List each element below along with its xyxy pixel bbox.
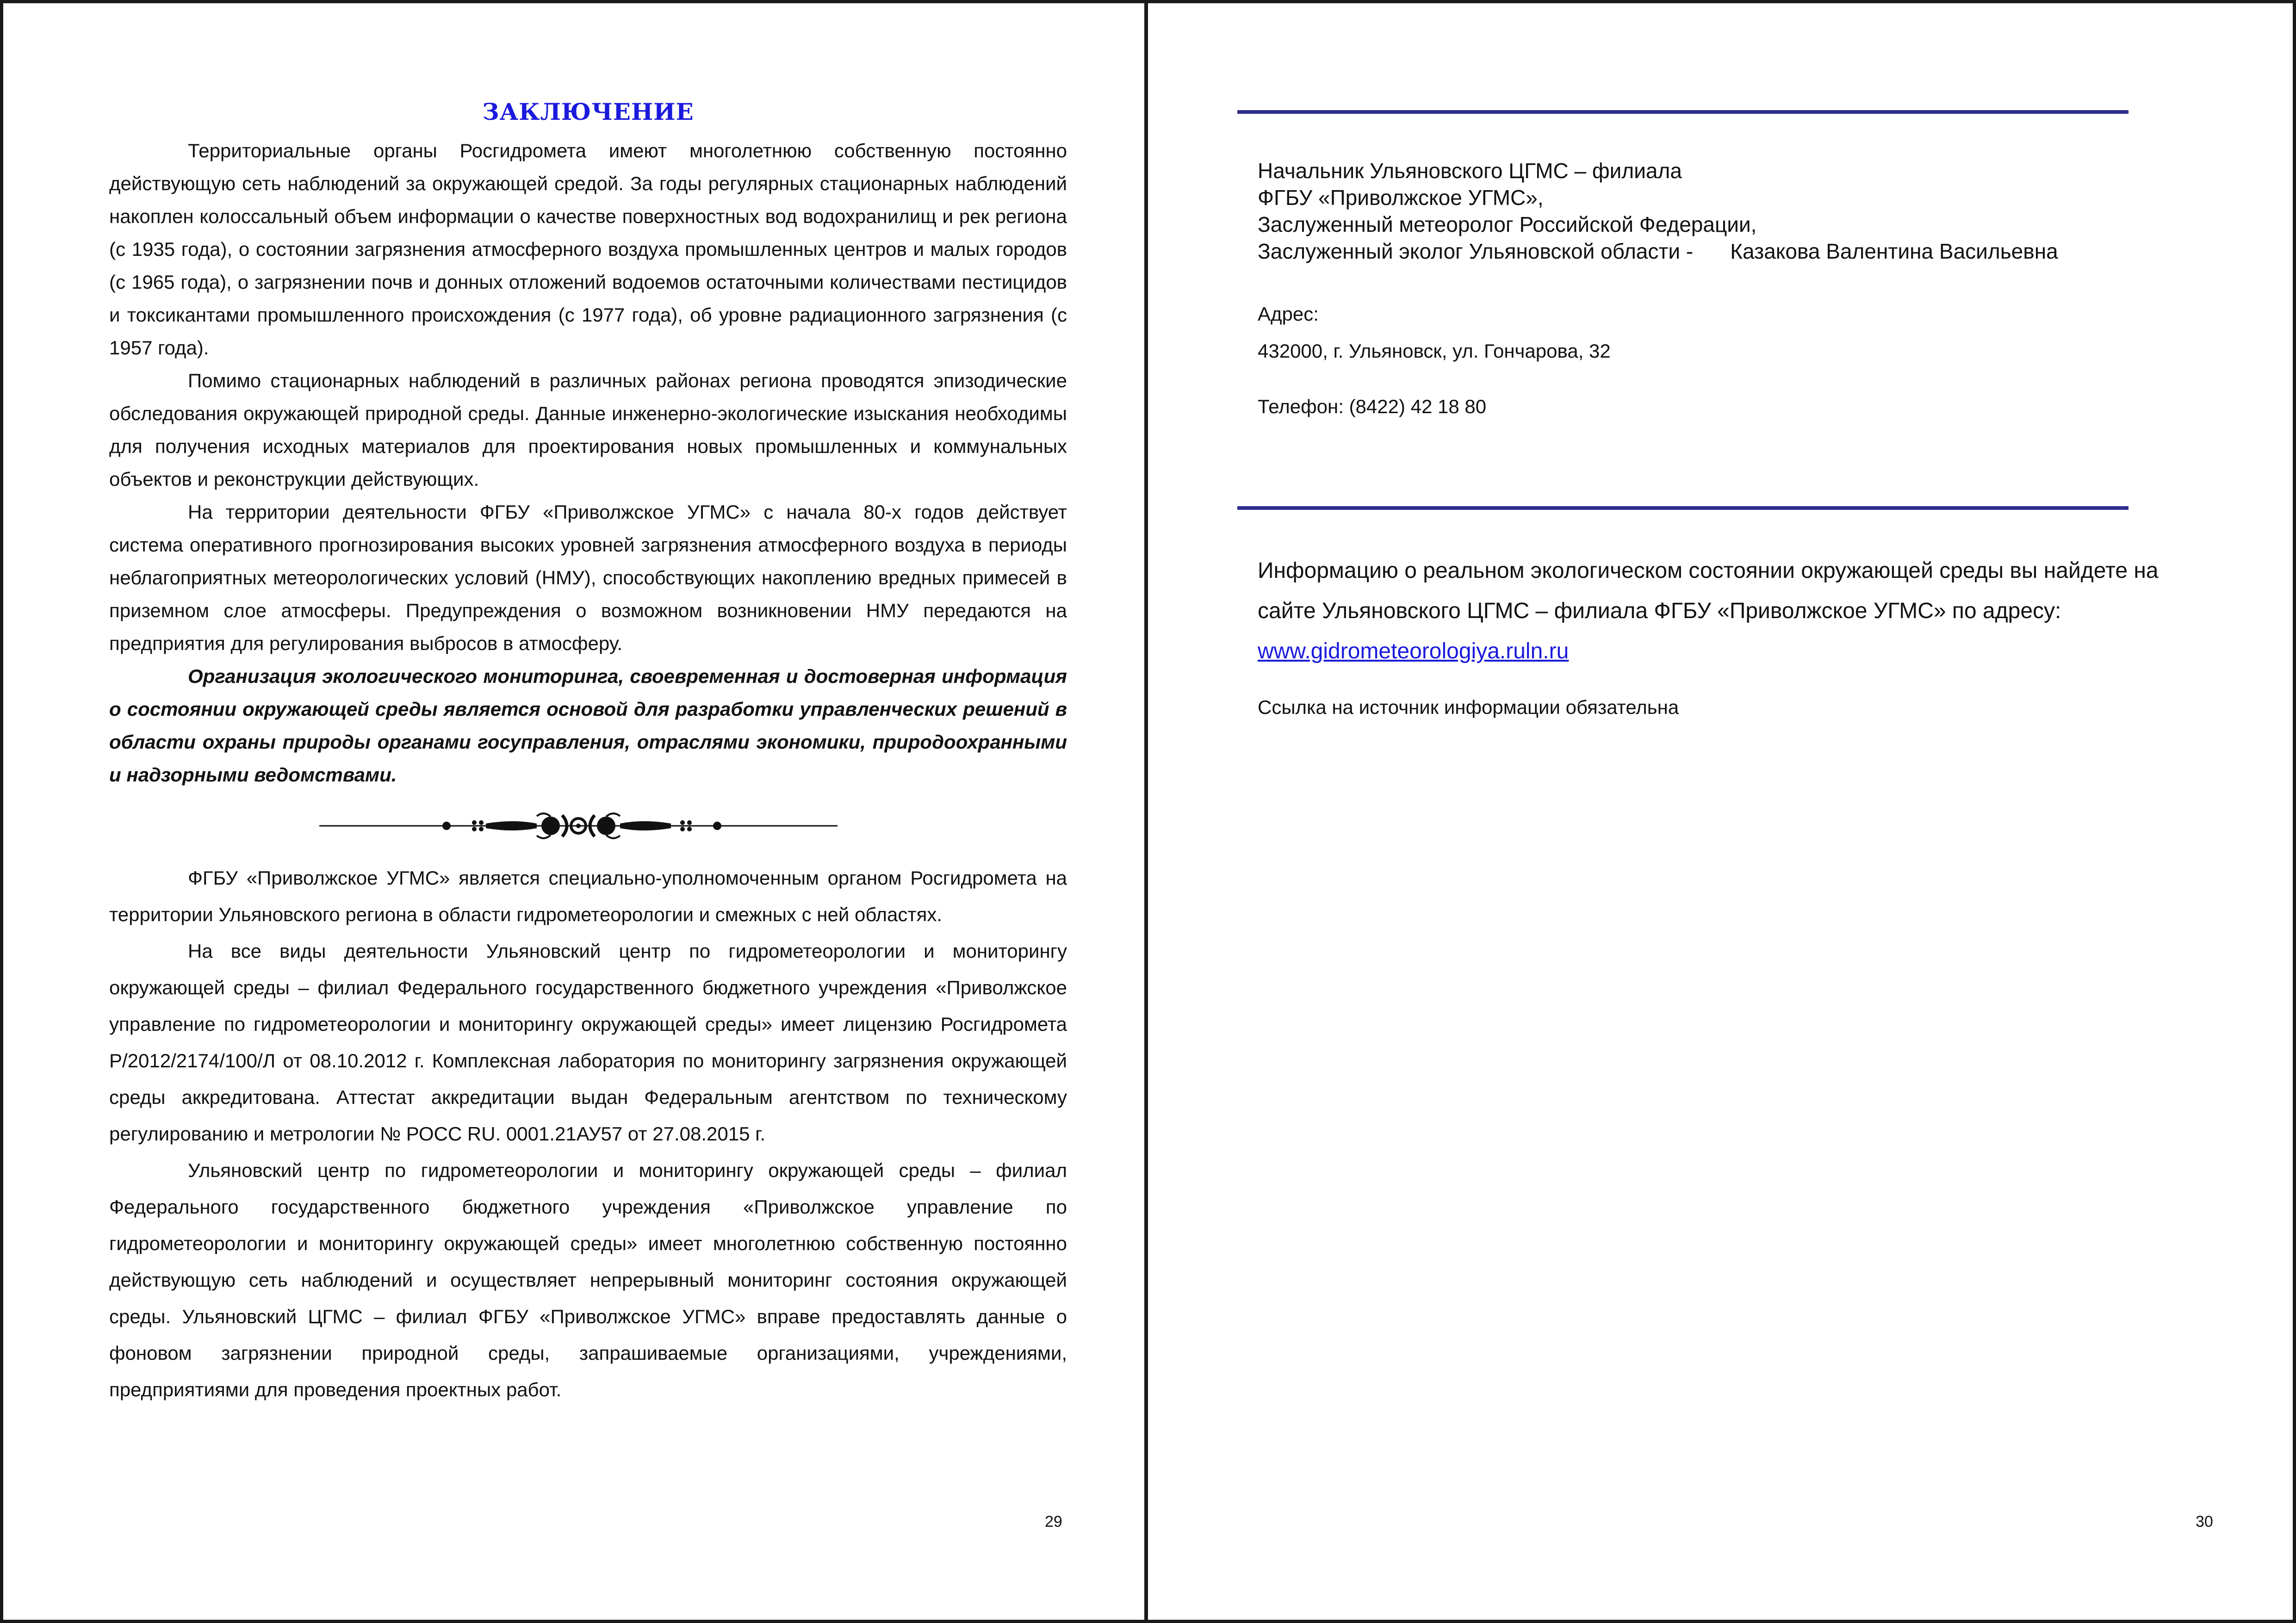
top-rule	[1237, 110, 2128, 114]
head-line: ФГБУ «Приволжское УГМС»,	[1258, 186, 1544, 210]
address: 432000, г. Ульяновск, ул. Гончарова, 32	[1258, 340, 1611, 362]
head-name: Казакова Валентина Васильевна	[1730, 239, 2058, 263]
paragraph: На территории деятельности ФГБУ «Приволжское УГМС» с начала 80-х годов действует система оперативного прогнозирования высоких уровней загрязнения атмосферного воздуха в периоды неблагоприятных метеорологических условий (НМУ), способствующих накоплению вредных примесей в приземном слое атмосферы. Предупреждения о возможном возникновении НМУ передаются на предприятия для регулирования выбросов в атмосферу.	[109, 501, 1067, 654]
middle-rule	[1237, 506, 2128, 510]
paragraph: На все виды деятельности Ульяновский центр по гидрометеорологии и мониторингу окружающей среды – филиал Федерального государственного бюджетного учреждения «Приволжское управление по гидрометеорологии и мониторингу окружающей среды» имеет лицензию Росгидромета Р/2012/2174/100/Л от 08.10.2012 г. Комплексная лаборатория по мониторингу загрязнения окружающей среды аккредитована. Аттестат аккредитации выдан Федеральным агентством по техническому регулированию и метрологии № РОСС RU. 0001.21АУ57 от 27.08.2015 г.	[109, 940, 1067, 1145]
phone: Телефон: (8422) 42 18 80	[1258, 396, 1487, 417]
head-line: Начальник Ульяновского ЦГМС – филиала	[1258, 159, 1682, 183]
info-text: Информацию о реальном экологическом состоянии окружающей среды вы найдете на сайте Ульяновского ЦГМС – филиала ФГБУ «Приволжское УГМС» по адресу:	[1258, 558, 2159, 623]
page-title: ЗАКЛЮЧЕНИЕ	[482, 98, 694, 125]
source-note: Ссылка на источник информации обязательна	[1258, 696, 1679, 718]
paragraph: Территориальные органы Росгидромета имеют многолетнюю собственную постоянно действующую сеть наблюдений за окружающей средой. За годы регулярных стационарных наблюдений накоплен колоссальный объем информации о качестве поверхностных вод водохранилищ и рек региона (с 1935 года), о состоянии загрязнения атмосферного воздуха промышленных центров и малых городов (с 1965 года), о загрязнении почв и донных отложений водоемов остаточными количествами пестицидов и токсикантами промышленного происхождения (с 1977 года), об уровне радиационного загрязнения (с 1957 года).	[109, 140, 1067, 359]
info-block	[1258, 551, 2220, 671]
paragraph: ФГБУ «Приволжское УГМС» является специально-уполномоченным органом Росгидромета на территории Ульяновского региона в области гидрометеорологии и смежных с ней областях.	[109, 867, 1067, 925]
page-number: 29	[1045, 1513, 1062, 1530]
intro-section	[109, 134, 1067, 791]
page-number: 30	[2196, 1513, 2213, 1530]
emphasis-paragraph: Организация экологического мониторинга, своевременная и достоверная информация о состоянии окружающей среды является основой для разработки управленческих решений в области охраны природы органами госуправления, отраслями экономики, природоохранными и надзорными ведомствами.	[109, 665, 1067, 786]
head-line: Заслуженный эколог Ульяновской области -	[1258, 239, 1694, 263]
website-link[interactable]: www.gidrometeorologiya.ruln.ru	[1258, 639, 1569, 663]
head-line-with-name	[1258, 238, 2058, 265]
paragraph: Помимо стационарных наблюдений в различных районах региона проводятся эпизодические обследования окружающей природной среды. Данные инженерно-экологические изыскания необходимы для получения исходных материалов для проектирования новых промышленных и коммунальных объектов и реконструкции действующих.	[109, 370, 1067, 490]
address-label: Адрес:	[1258, 303, 1319, 325]
head-line: Заслуженный метеоролог Российской Федерации,	[1258, 212, 1757, 236]
decorative-divider	[319, 810, 838, 842]
organization-section	[109, 860, 1067, 1408]
paragraph: Ульяновский центр по гидрометеорологии и мониторингу окружающей среды – филиал Федерального государственного бюджетного учреждения «Приволжское управление по гидрометеорологии и мониторингу окружающей среды» имеет многолетнюю собственную постоянно действующую сеть наблюдений и осуществляет непрерывный мониторинг состояния окружающей среды. Ульяновский ЦГМС – филиал ФГБУ «Приволжское УГМС» вправе предоставлять данные о фоновом загрязнении природной среды, запрашиваемые организациями, учреждениями, предприятиями для проведения проектных работ.	[109, 1159, 1067, 1400]
